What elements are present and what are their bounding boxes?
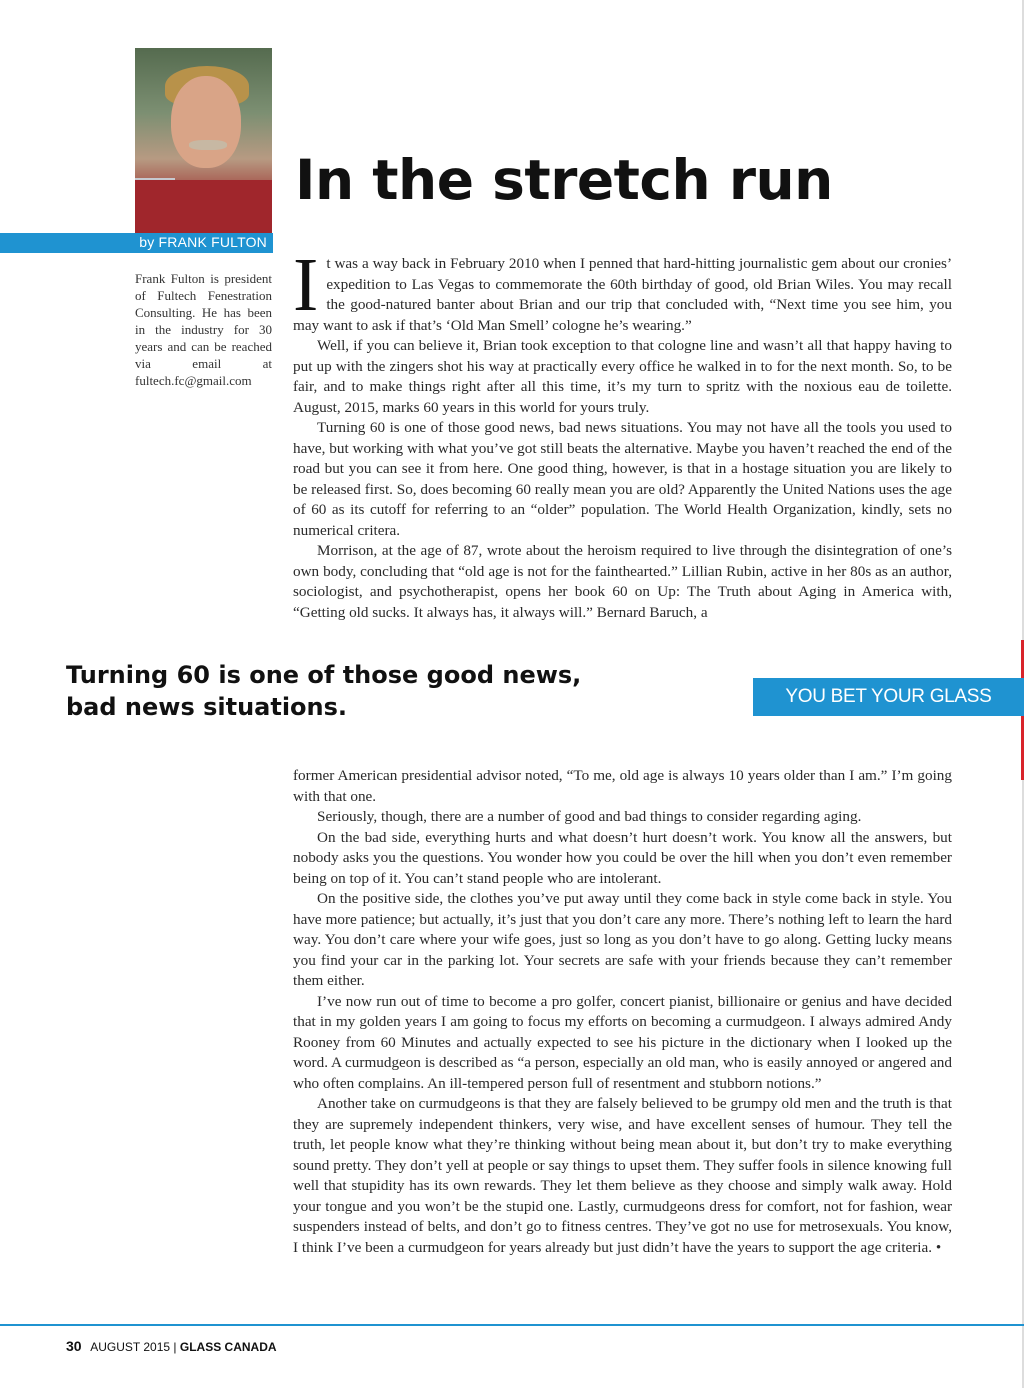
- byline: by FRANK FULTON: [139, 234, 267, 250]
- article-body-top: [293, 243, 952, 623]
- issue-date: AUGUST 2015 |: [90, 1340, 177, 1354]
- paragraph: former American presidential advisor noted, “To me, old age is always 10 years older than I am.” I’m going with that one.: [293, 767, 952, 805]
- author-bio: Frank Fulton is president of Fultech Fenestration Consulting. He has been in the industry for 30 years and can be reached via email at fultech.fc@gmail.com: [135, 271, 272, 388]
- paragraph: Turning 60 is one of those good news, bad news situations. You may not have all the tools you used to have, but working with what you’ve got still beats the alternative. Maybe you haven’t reached the end of the road but you can see it from here. One good thing, however, is that in a hostage situation you are likely to be released first. So, does becoming 60 really mean you are old? Apparently the United Nations uses the age of 60 as its cutoff for referring to an “older” population. The World Health Organization, kindly, sets no numerical critera.: [293, 419, 952, 539]
- footer-rule: [0, 1324, 1024, 1326]
- paragraph: On the bad side, everything hurts and what doesn’t hurt doesn’t work. You know all the answers, but nobody asks you the questions. You wonder how you could be over the hill when you don’t even remember being on top of it. You can’t stand people who are intolerant.: [293, 828, 952, 887]
- page-footer: [66, 1338, 277, 1354]
- byline-bar: [0, 233, 273, 253]
- author-photo: [135, 48, 272, 233]
- section-label: YOU BET YOUR GLASS: [785, 686, 992, 707]
- magazine-name: GLASS CANADA: [179, 1340, 277, 1354]
- pull-quote: Turning 60 is one of those good news, bad news situations.: [66, 661, 582, 721]
- paragraph: Another take on curmudgeons is that they are falsely believed to be grumpy old men and the truth is that they are supremely independent thinkers, very wise, and have excellent senses of humour. They tell the truth, let people know what they’re thinking without being mean about it, but don’t try to make everything sound pretty. They don’t yell at people or say things to upset them. They suffer fools in silence knowing full well that stupidity has its own rewards. They let them believe as they choose and simply walk away. Hold your tongue and you won’t be the stupid one. Lastly, curmudgeons dress for comfort, not for fashion, wear suspenders instead of belts, and don’t go to fitness centres. They’ve got no use for metrosexuals. You know, I think I’ve been a curmudgeon for years already but just didn’t have the years to support the age criteria. •: [293, 1095, 952, 1256]
- page-number: 30: [66, 1338, 82, 1354]
- paragraph: I’ve now run out of time to become a pro golfer, concert pianist, billionaire or genius and have decided that in my golden years I am going to focus my efforts on becoming a curmudgeon. I always admired Andy Rooney from 60 Minutes and actually expected to see his picture in the dictionary when I looked up the word. A curmudgeon is described as “a person, especially an old man, who is easily annoyed or angered and who often complains. An ill-tempered person full of resentment and stubborn notions.”: [293, 992, 952, 1092]
- article-body-bottom: [293, 766, 952, 1258]
- paragraph: Well, if you can believe it, Brian took exception to that cologne line and wasn’t all that happy having to put up with the zingers shot his way at practically every office he walked in to for the next month. So, to be fair, and to make things right after all this time, it’s my turn to spritz with the noxious eau de toilette. August, 2015, marks 60 years in this world for yours truly.: [293, 337, 952, 416]
- paragraph: Morrison, at the age of 87, wrote about the heroism required to live through the disintegration of one’s own body, concluding that “old age is not for the fainthearted.” Lillian Rubin, active in her 80s as an author, sociologist, and psychotherapist, opens her book 60 on Up: The Truth about Aging in America with, “Getting old sucks. It always has, it always will.” Bernard Baruch, a: [293, 542, 952, 621]
- article-title: In the stretch run: [295, 148, 833, 212]
- paragraph: It was a way back in February 2010 when I penned that hard-hitting journalistic gem about our cronies’ expedition to Las Vegas to commemorate the 60th birthday of good, old Brian Wiles. You may recall the good-natured banter about Brian and our trip that concluded with, “Next time you see him, you may want to ask if that’s ‘Old Man Smell’ cologne he’s wearing.”: [293, 243, 952, 334]
- drop-cap: I: [293, 243, 319, 327]
- paragraph: Seriously, though, there are a number of good and bad things to consider regarding aging.: [317, 808, 862, 825]
- paragraph: On the positive side, the clothes you’ve put away until they come back in style come back in style. You have more patience; but actually, it’s just that you don’t care any more. There’s nothing left to learn the hard way. You don’t care where your wife goes, just so long as you don’t have to go along. Getting lucky means you find your car in the parking lot. Your secrets are safe with your friends because they can’t remember them either.: [293, 890, 952, 989]
- section-tab: [753, 678, 1024, 716]
